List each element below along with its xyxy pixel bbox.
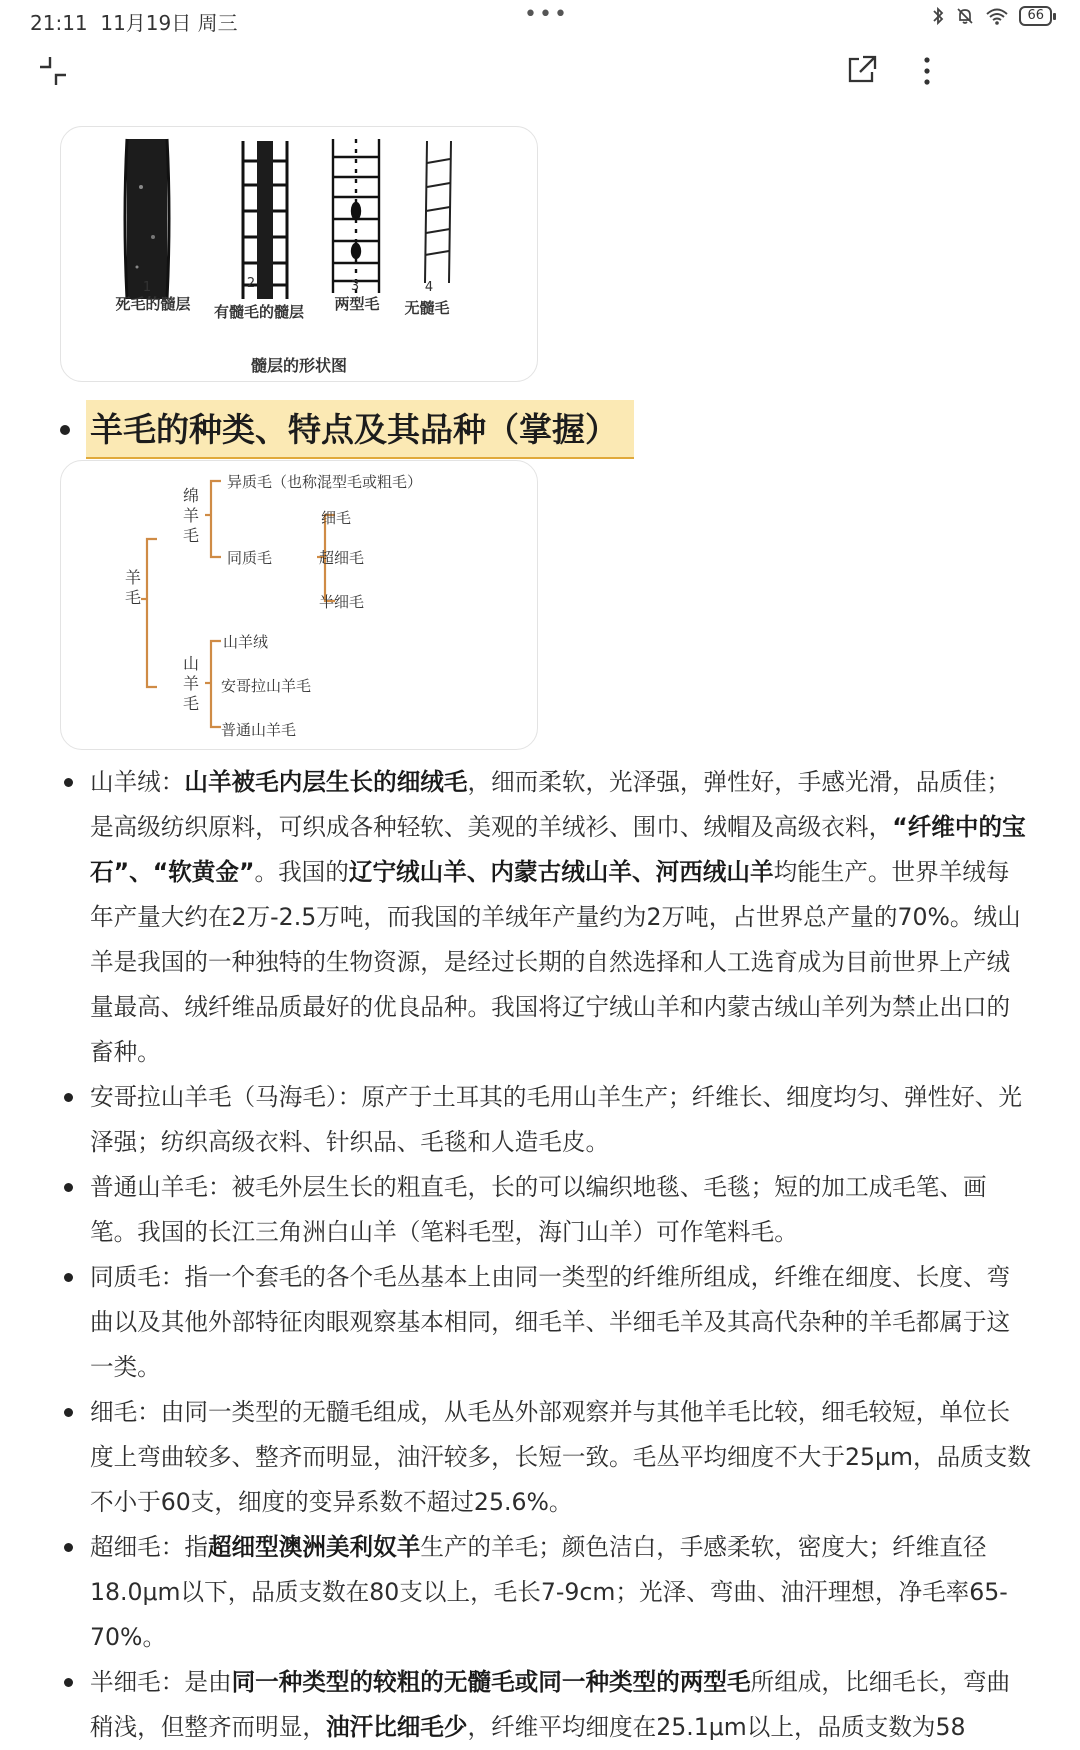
hair-4-drawing <box>425 141 451 283</box>
tree-common-goat-hair: 普通山羊毛 <box>221 721 297 739</box>
list-item-common-goat-hair: 普通山羊毛：被毛外层生长的粗直毛，长的可以编织地毯、毛毯；短的加工成毛笔、画笔。我国的长江三角洲白山羊（笔料毛型，海门山羊）可作笔料毛。 <box>64 1165 1032 1255</box>
wool-tree-card <box>60 460 538 750</box>
bullet <box>64 1093 73 1102</box>
status-icons <box>931 6 1052 26</box>
collapse-icon[interactable] <box>38 56 68 86</box>
figure-caption-3: 3 <box>350 279 360 294</box>
tree-superfine-wool: 超细毛 <box>319 549 365 567</box>
list-item-fine-wool: 细毛：由同一类型的无髓毛组成，从毛丛外部观察并与其他羊毛比较，细毛较短，单位长度上弯曲较多、整齐而明显，油汗较多，长短一致。毛丛平均细度不大于25μm，品质支数不小于60支，细度的变异系数不超过25.6%。 <box>64 1390 1032 1525</box>
list-item-homogeneous-wool: 同质毛：指一个套毛的各个毛丛基本上由同一类型的纤维所组成，纤维在细度、长度、弯曲以及其他外部特征肉眼观察基本相同，细毛羊、半细毛羊及其高代杂种的羊毛都属于这一类。 <box>64 1255 1032 1390</box>
figure-label-non-medullated: 无髓毛 <box>404 299 450 317</box>
share-external-icon[interactable] <box>846 54 878 84</box>
medulla-diagram <box>61 127 537 381</box>
status-date: 11月19日 周三 <box>100 11 238 35</box>
figure-title: 髓层的形状图 <box>250 356 348 375</box>
bullet <box>64 1678 73 1687</box>
hair-1-drawing <box>125 139 169 299</box>
more-vertical-icon[interactable] <box>922 56 932 86</box>
tree-goat-hair-label: 山羊毛 <box>182 654 200 713</box>
tree-sheep-wool-label: 绵羊毛 <box>182 486 200 545</box>
figure-label-medullated: 有髓毛的髓层 <box>213 303 305 321</box>
section-heading-row <box>60 400 634 459</box>
list-item-superfine-wool: 超细毛：指超细型澳洲美利奴羊生产的羊毛；颜色洁白，手感柔软，密度大；纤维直径18.0μm以下，品质支数在80支以上，毛长7-9cm；光泽、弯曲、油汗理想，净毛率65-70%。 <box>64 1525 1032 1660</box>
mute-bell-icon <box>955 6 975 26</box>
tree-semi-fine-wool: 半细毛 <box>319 593 365 611</box>
tree-heterogeneous-wool: 异质毛（也称混型毛或粗毛） <box>227 473 423 491</box>
hair-3-drawing <box>333 139 379 293</box>
window-more-dots[interactable]: ••• <box>524 2 569 27</box>
status-bar <box>0 0 1080 38</box>
tree-root-label <box>125 568 141 607</box>
status-time: 21:11 11月19日 周三 <box>30 11 238 35</box>
wifi-icon <box>985 6 1009 26</box>
medulla-figure-card <box>60 126 538 382</box>
tree-fine-wool: 细毛 <box>321 509 352 527</box>
figure-caption-1: 1 <box>142 280 152 295</box>
bullet <box>64 1273 73 1282</box>
bluetooth-icon <box>931 6 945 26</box>
tree-angora-mohair: 安哥拉山羊毛 <box>221 677 312 695</box>
figure-label-two-type: 两型毛 <box>334 295 380 313</box>
figure-label-dead-hair: 死毛的髓层 <box>115 295 191 313</box>
figure-caption-2: 2 <box>246 276 256 291</box>
tree-root-2: 毛 <box>124 588 142 607</box>
list-item-cashmere: 山羊绒：山羊被毛内层生长的细绒毛，细而柔软，光泽强，弹性好，手感光滑，品质佳；是高级纺织原料，可织成各种轻软、美观的羊绒衫、围巾、绒帽及高级衣料，“纤维中的宝石”、“软黄金”。我国的辽宁绒山羊、内蒙古绒山羊、河西绒山羊均能生产。世界羊绒每年产量大约在2万-2.5万吨，而我国的羊绒年产量约为2万吨，占世界总产量的70%。绒山羊是我国的一种独特的生物资源，是经过长期的自然选择和人工选育成为目前世界上产绒量最高、绒纤维品质最好的优良品种。我国将辽宁绒山羊和内蒙古绒山羊列为禁止出口的畜种。 <box>64 760 1032 1075</box>
content-list <box>64 760 1032 1750</box>
heading-bullet <box>60 425 70 435</box>
list-item-angora: 安哥拉山羊毛（马海毛）：原产于土耳其的毛用山羊生产；纤维长、细度均匀、弹性好、光泽强；纺织高级衣料、针织品、毛毯和人造毛皮。 <box>64 1075 1032 1165</box>
bullet <box>64 1408 73 1417</box>
bullet <box>64 1183 73 1192</box>
tree-root-1: 羊 <box>124 568 142 587</box>
list-item-semi-fine-wool: 半细毛：是由同一种类型的较粗的无髓毛或同一种类型的两型毛所组成，比细毛长，弯曲稍浅，但整齐而明显，油汗比细毛少，纤维平均细度在25.1μm以上，品质支数为58 <box>64 1660 1032 1750</box>
battery-indicator: 66 <box>1019 6 1052 26</box>
section-heading: 羊毛的种类、特点及其品种（掌握） <box>86 400 634 459</box>
bullet <box>64 1543 73 1552</box>
wool-classification-tree <box>61 461 537 749</box>
figure-caption-4: 4 <box>424 280 434 295</box>
tree-cashmere: 山羊绒 <box>223 633 269 651</box>
tree-homogeneous-wool: 同质毛 <box>227 549 273 567</box>
bullet <box>64 778 73 787</box>
